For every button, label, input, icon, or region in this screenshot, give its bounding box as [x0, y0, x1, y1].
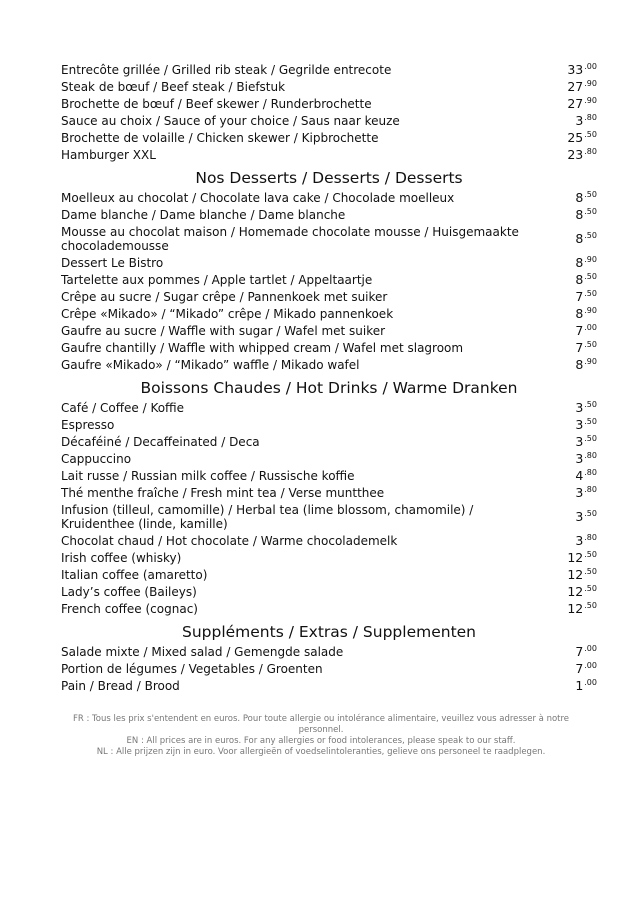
menu-item	[61, 95, 597, 112]
item-price: $7^{.00}$	[575, 322, 597, 338]
item-price: $12^{.50}$	[567, 600, 597, 616]
menu-item	[61, 566, 597, 583]
item-price: $8^{.50}$	[575, 230, 597, 246]
section-extras	[61, 622, 597, 694]
item-name: Gaufre chantilly / Waffle with whipped cream / Wafel met slagroom	[61, 340, 464, 355]
item-name: Moelleux au chocolat / Chocolate lava cake / Chocolade moelleux	[61, 190, 455, 205]
menu-item	[61, 146, 597, 163]
item-name: Cappuccino	[61, 451, 132, 466]
item-name: French coffee (cognac)	[61, 601, 198, 616]
item-name: Espresso	[61, 417, 115, 432]
item-price: $8^{.90}$	[575, 254, 597, 270]
item-price: $4^{.80}$	[575, 467, 597, 483]
item-price: $3^{.50}$	[575, 399, 597, 415]
item-name: Gaufre «Mikado» / “Mikado” waffle / Mikado wafel	[61, 357, 360, 372]
item-name: Décaféiné / Decaffeinated / Deca	[61, 434, 260, 449]
menu-item	[61, 78, 597, 95]
item-price: $25^{.50}$	[567, 129, 597, 145]
item-price: $12^{.50}$	[567, 566, 597, 582]
menu-item	[61, 467, 597, 484]
item-price: $1^{.00}$	[575, 677, 597, 693]
item-price: $12^{.50}$	[567, 583, 597, 599]
item-price: $7^{.50}$	[575, 288, 597, 304]
item-name: Dame blanche / Dame blanche / Dame blanche	[61, 207, 346, 222]
item-price: $3^{.50}$	[575, 433, 597, 449]
menu-item	[61, 112, 597, 129]
item-name: Hamburger XXL	[61, 147, 156, 162]
item-price: $3^{.80}$	[575, 532, 597, 548]
section-title: Suppléments / Extras / Supplementen	[181, 623, 476, 641]
menu-item	[61, 583, 597, 600]
item-name: Portion de légumes / Vegetables / Groenten	[61, 661, 323, 676]
section-mains	[61, 61, 597, 163]
menu-item	[61, 61, 597, 78]
item-price: $27^{.90}$	[567, 95, 597, 111]
menu-item	[61, 399, 597, 416]
item-name: Salade mixte / Mixed salad / Gemengde salade	[61, 644, 344, 659]
item-price: $7^{.00}$	[575, 643, 597, 659]
menu-item	[61, 271, 597, 288]
menu-item	[61, 305, 597, 322]
menu-item	[61, 660, 597, 677]
item-name: Brochette de volaille / Chicken skewer / Kipbrochette	[61, 130, 379, 145]
footer-en: EN : All prices are in euros. For any allergies or food intolerances, please speak to our staff.	[126, 736, 516, 746]
item-price: $8^{.50}$	[575, 206, 597, 222]
item-price: $7^{.00}$	[575, 660, 597, 676]
item-price: $8^{.50}$	[575, 189, 597, 205]
item-price: $12^{.50}$	[567, 549, 597, 565]
menu-item	[61, 532, 597, 549]
item-price: $8^{.90}$	[575, 305, 597, 321]
item-name: Dessert Le Bistro	[61, 255, 164, 270]
item-name: Crêpe au sucre / Sugar crêpe / Pannenkoek met suiker	[61, 289, 388, 304]
menu-item	[61, 450, 597, 467]
section-title: Boissons Chaudes / Hot Drinks / Warme Dranken	[140, 379, 518, 397]
item-name: Crêpe «Mikado» / “Mikado” crêpe / Mikado pannenkoek	[61, 306, 394, 321]
allergy-footer	[61, 714, 581, 758]
item-price: $7^{.50}$	[575, 339, 597, 355]
item-name: Italian coffee (amaretto)	[61, 567, 208, 582]
menu-page	[61, 61, 597, 694]
menu-item	[61, 600, 597, 617]
section-desserts	[61, 168, 597, 373]
item-name: Steak de bœuf / Beef steak / Biefstuk	[61, 79, 286, 94]
item-price: $33^{.00}$	[567, 61, 597, 77]
item-price: $23^{.80}$	[567, 146, 597, 162]
item-name: Café / Coffee / Koffie	[61, 400, 185, 415]
menu-item	[61, 322, 597, 339]
menu-item	[61, 206, 597, 223]
footer-nl: NL : Alle prijzen zijn in euro. Voor allergieën of voedselintoleranties, gelieve ons personeel te raadplegen.	[96, 747, 546, 757]
menu-item	[61, 288, 597, 305]
menu-item	[61, 643, 597, 660]
item-name: Irish coffee (whisky)	[61, 550, 182, 565]
item-name: Thé menthe fraîche / Fresh mint tea / Verse muntthee	[61, 485, 385, 500]
menu-item	[61, 223, 597, 254]
section-title: Nos Desserts / Desserts / Desserts	[195, 169, 463, 187]
item-price: $3^{.80}$	[575, 484, 597, 500]
menu-item	[61, 254, 597, 271]
item-name: Infusion (tilleul, camomille) / Herbal tea (lime blossom, chamomile) / Kruidenthee (linde, kamille)	[61, 502, 474, 531]
item-name: Chocolat chaud / Hot chocolate / Warme chocolademelk	[61, 533, 398, 548]
menu-item	[61, 189, 597, 206]
menu-item	[61, 433, 597, 450]
menu-item	[61, 677, 597, 694]
item-price: $3^{.50}$	[575, 508, 597, 524]
item-price: $3^{.80}$	[575, 112, 597, 128]
section-hot-drinks	[61, 378, 597, 617]
menu-item	[61, 416, 597, 433]
item-name: Entrecôte grillée / Grilled rib steak / Gegrilde entrecote	[61, 62, 392, 77]
item-price: $8^{.50}$	[575, 271, 597, 287]
item-name: Sauce au choix / Sauce of your choice / Saus naar keuze	[61, 113, 400, 128]
item-price: $27^{.90}$	[567, 78, 597, 94]
menu-item	[61, 356, 597, 373]
item-price: $8^{.90}$	[575, 356, 597, 372]
item-name: Lady’s coffee (Baileys)	[61, 584, 197, 599]
menu-item	[61, 549, 597, 566]
menu-item	[61, 501, 597, 532]
item-name: Tartelette aux pommes / Apple tartlet / Appeltaartje	[61, 272, 373, 287]
menu-item	[61, 484, 597, 501]
item-name: Mousse au chocolat maison / Homemade chocolate mousse / Huisgemaakte chocolademousse	[61, 224, 519, 253]
menu-item	[61, 129, 597, 146]
item-price: $3^{.50}$	[575, 416, 597, 432]
item-name: Brochette de bœuf / Beef skewer / Runderbrochette	[61, 96, 372, 111]
item-name: Gaufre au sucre / Waffle with sugar / Wafel met suiker	[61, 323, 386, 338]
item-name: Pain / Bread / Brood	[61, 678, 180, 693]
footer-fr: FR : Tous les prix s'entendent en euros. Pour toute allergie ou intolérance alimentaire, veuillez vous adresser à notre personnel.	[72, 714, 570, 735]
item-name: Lait russe / Russian milk coffee / Russische koffie	[61, 468, 355, 483]
item-price: $3^{.80}$	[575, 450, 597, 466]
menu-item	[61, 339, 597, 356]
